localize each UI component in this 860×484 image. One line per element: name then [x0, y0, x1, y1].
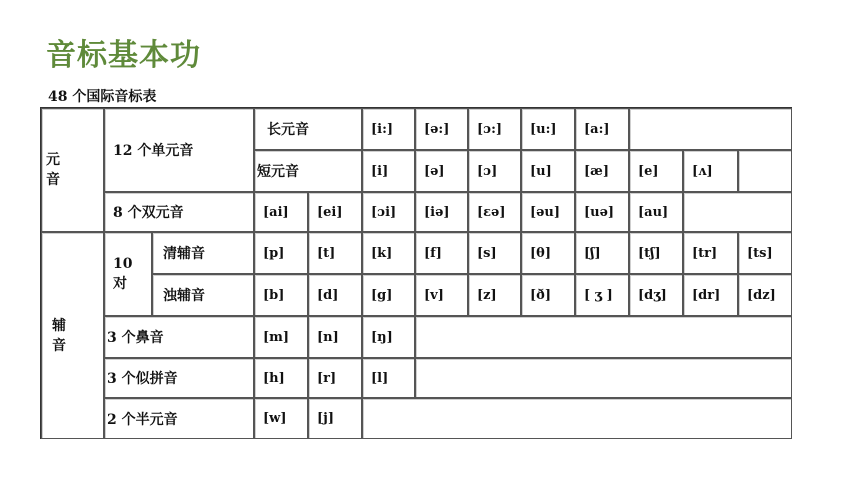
nasal-cell: [m]	[254, 316, 308, 358]
lateral-cell: [l]	[362, 358, 415, 398]
consonant-group-label-bottom: 音	[52, 337, 66, 354]
long-vowel-cell: [i:]	[362, 108, 415, 150]
voiceless-cell: [s]	[468, 232, 521, 274]
nasal-cell: [ŋ]	[362, 316, 415, 358]
nasal-cell: [n]	[308, 316, 362, 358]
long-vowel-label: 长元音	[254, 108, 362, 150]
diphthong-cell: [uə]	[575, 192, 629, 232]
voiceless-cell: [p]	[254, 232, 308, 274]
voiced-cell: [ð]	[521, 274, 575, 316]
pairs-label-top: 10	[113, 256, 133, 272]
voiced-cell: [z]	[468, 274, 521, 316]
voiced-cell: [dr]	[683, 274, 738, 316]
lateral-cell: [h]	[254, 358, 308, 398]
short-vowel-cell: [i]	[362, 150, 415, 192]
long-vowel-cell: [u:]	[521, 108, 575, 150]
short-vowel-cell: [ə]	[415, 150, 468, 192]
short-vowel-cell: [u]	[521, 150, 575, 192]
semivowel-label: 2 个半元音	[104, 398, 254, 439]
diphthong-cell: [ɔi]	[362, 192, 415, 232]
page-title: 音标基本功	[46, 38, 201, 73]
empty-cell	[362, 398, 792, 439]
voiced-cell: [b]	[254, 274, 308, 316]
empty-cell	[683, 192, 792, 232]
long-vowel-cell: [ə:]	[415, 108, 468, 150]
voiceless-cell: [ts]	[738, 232, 792, 274]
voiced-cell: [ ʒ ]	[575, 274, 629, 316]
diphthong-cell: [iə]	[415, 192, 468, 232]
empty-cell	[415, 316, 792, 358]
voiceless-cell: [tr]	[683, 232, 738, 274]
short-vowel-cell: [æ]	[575, 150, 629, 192]
vowel-group-label	[41, 108, 104, 232]
voiced-cell: [v]	[415, 274, 468, 316]
empty-cell	[738, 150, 792, 192]
voiced-cell: [d]	[308, 274, 362, 316]
monophthong-label: 12 个单元音	[104, 108, 254, 192]
voiced-label: 浊辅音	[152, 274, 254, 316]
diphthong-cell: [ai]	[254, 192, 308, 232]
diphthong-label: 8 个双元音	[104, 192, 254, 232]
short-vowel-cell: [e]	[629, 150, 683, 192]
voiceless-cell: [f]	[415, 232, 468, 274]
short-vowel-cell: [ɔ]	[468, 150, 521, 192]
diphthong-cell: [ei]	[308, 192, 362, 232]
pairs-label-bottom: 对	[113, 276, 127, 292]
vowel-group-label-top: 元	[46, 152, 60, 168]
voiced-cell: [dz]	[738, 274, 792, 316]
voiced-cell: [dʒ]	[629, 274, 683, 316]
short-vowel-cell: [ʌ]	[683, 150, 738, 192]
voiceless-cell: [θ]	[521, 232, 575, 274]
long-vowel-cell: [ɔ:]	[468, 108, 521, 150]
voiceless-cell: [k]	[362, 232, 415, 274]
diphthong-cell: [εə]	[468, 192, 521, 232]
vowel-group-label-bottom: 音	[46, 172, 60, 188]
empty-cell	[629, 108, 792, 150]
phonetic-table	[40, 107, 792, 439]
consonant-group-label	[41, 232, 104, 439]
voiced-cell: [g]	[362, 274, 415, 316]
table-caption: 48 个国际音标表	[48, 89, 157, 105]
lateral-label: 3 个似拼音	[104, 358, 254, 398]
pairs-label	[104, 232, 152, 316]
long-vowel-cell: [a:]	[575, 108, 629, 150]
semivowel-cell: [j]	[308, 398, 362, 439]
diphthong-cell: [əu]	[521, 192, 575, 232]
empty-cell	[415, 358, 792, 398]
voiceless-cell: [ʃ]	[575, 232, 629, 274]
diphthong-cell: [au]	[629, 192, 683, 232]
nasal-label: 3 个鼻音	[104, 316, 254, 358]
voiceless-cell: [tʃ]	[629, 232, 683, 274]
voiceless-label: 清辅音	[152, 232, 254, 274]
voiceless-cell: [t]	[308, 232, 362, 274]
semivowel-cell: [w]	[254, 398, 308, 439]
short-vowel-label: 短元音	[254, 150, 362, 192]
consonant-group-label-top: 辅	[52, 317, 66, 334]
lateral-cell: [r]	[308, 358, 362, 398]
